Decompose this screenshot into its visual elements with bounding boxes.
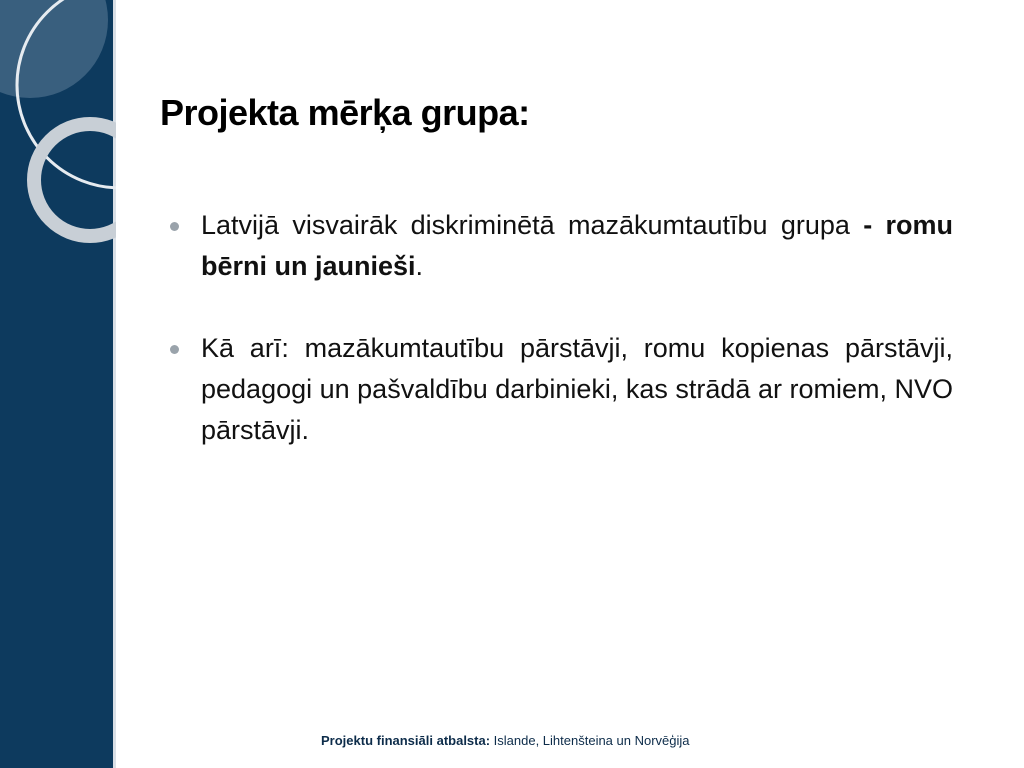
decorative-rings xyxy=(0,0,116,260)
bullet-item-1 xyxy=(170,205,953,287)
bullet-dot xyxy=(170,345,179,354)
bullet-dot xyxy=(170,222,179,231)
bullet-1-end: . xyxy=(415,251,424,281)
bullet-2-text: Kā arī: mazākumtautību pārstāvji, romu kopienas pārstāvji, pedagogi un pašvaldību darbinieki, kas strādā ar romiem, NVO pārstāvji. xyxy=(201,333,953,445)
deco-ring-thick xyxy=(34,124,116,236)
slide-title: Projekta mērķa grupa: xyxy=(160,92,530,133)
footer-value: Islande, Lihtenšteina un Norvēģija xyxy=(490,733,690,748)
footer-label: Projektu finansiāli atbalsta: xyxy=(321,733,491,748)
slide-content xyxy=(170,205,953,492)
bullet-1-text: Latvijā visvairāk diskriminētā mazākumtautību grupa xyxy=(201,210,864,240)
bullet-item-2 xyxy=(170,328,953,451)
footer-credit xyxy=(321,733,690,748)
bullet-1-bold: - romu bērni un jaunieši xyxy=(201,210,953,281)
